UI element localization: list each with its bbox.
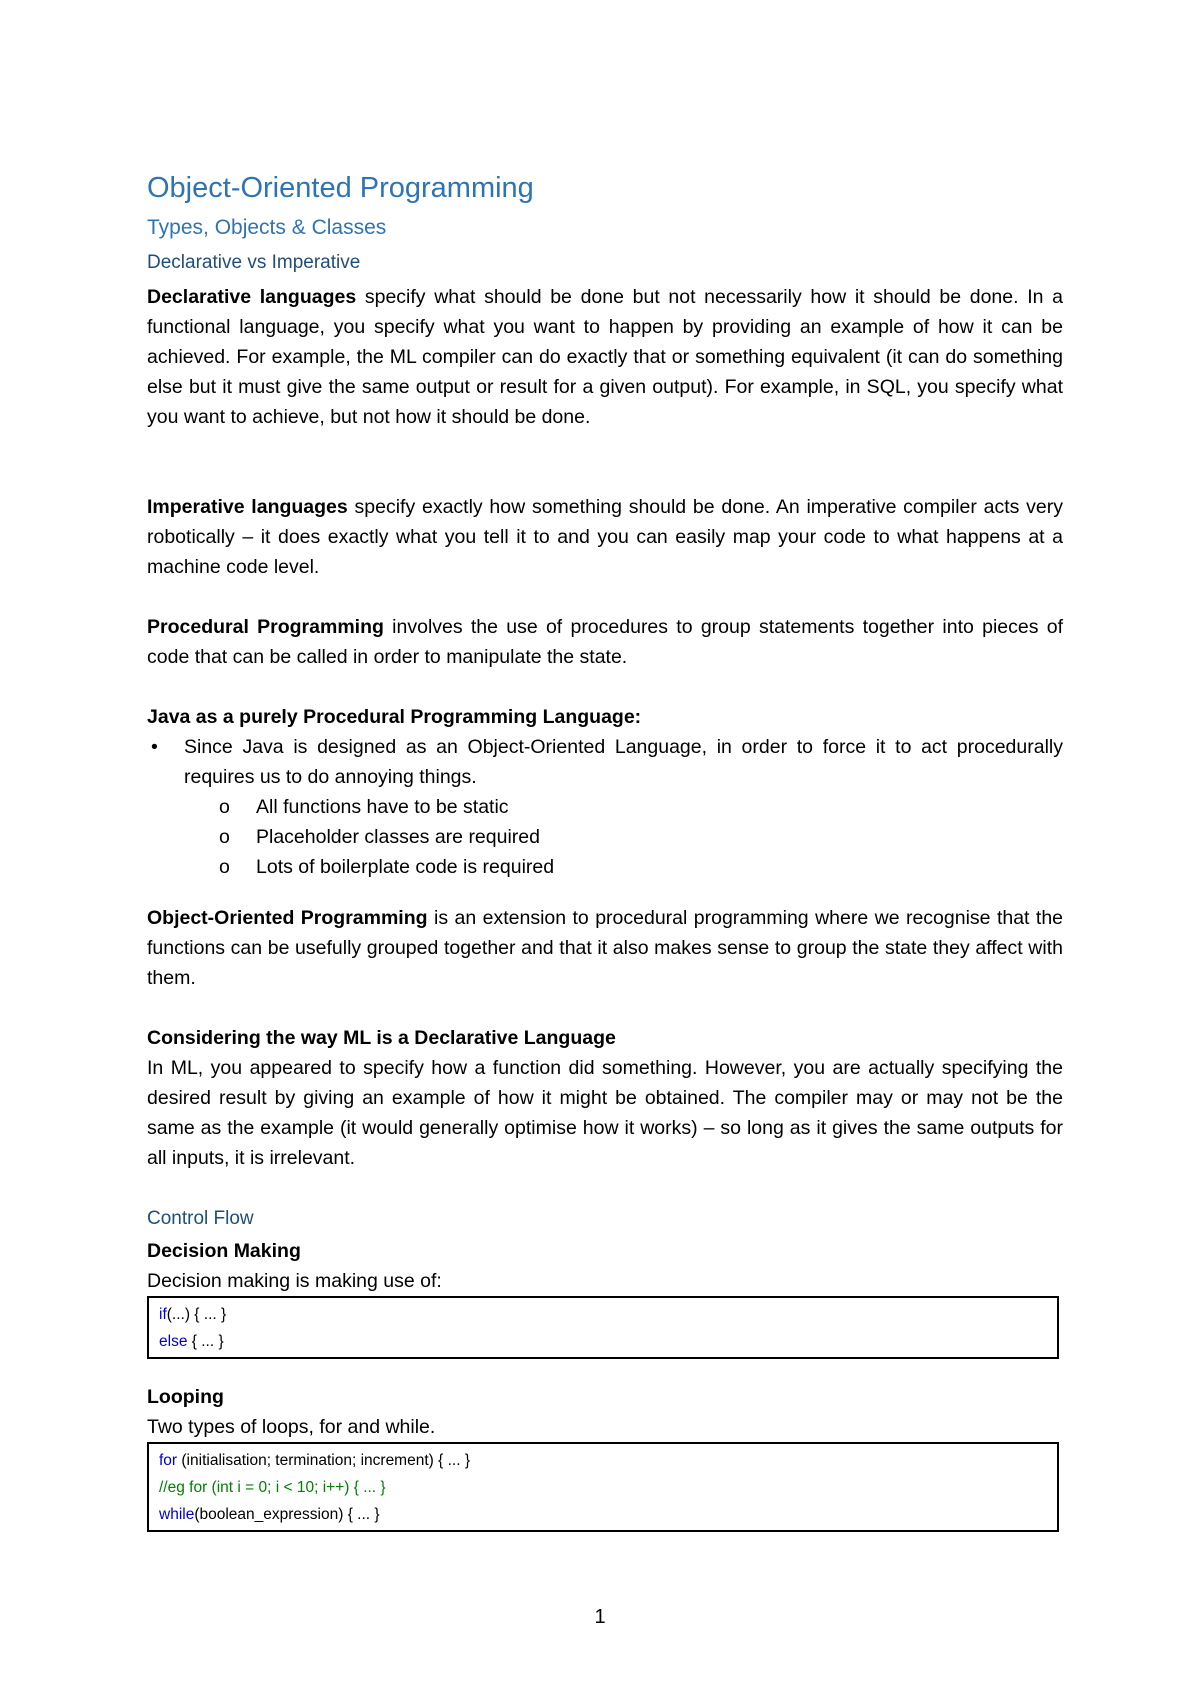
bullet-icon: • <box>151 736 158 758</box>
paragraph-imperative-text: specify exactly how something should be done. An imperative compiler acts very robotically – it does exactly what you tell it to and you can easily map your code to what happens at a machine code level. <box>147 496 1063 578</box>
code-line <box>159 1474 1047 1501</box>
code-keyword: else <box>159 1333 188 1350</box>
page-title: Object-Oriented Programming <box>147 172 534 204</box>
term-oop: Object-Oriented Programming <box>147 907 428 929</box>
code-block-loops <box>147 1442 1059 1532</box>
code-line <box>159 1301 1047 1328</box>
paragraph-oop-text: is an extension to procedural programming where we recognise that the functions can be usefully grouped together and that it also makes sense to group the state they affect with them. <box>147 907 1064 989</box>
paragraph-procedural-text: involves the use of procedures to group statements together into pieces of code that can be called in order to manipulate the state. <box>147 616 1063 668</box>
decision-heading: Decision Making <box>147 1240 301 1262</box>
decision-text: Decision making is making use of: <box>147 1270 442 1292</box>
sub-bullet-item <box>147 792 1063 822</box>
code-keyword: for <box>159 1452 178 1469</box>
bullet-item <box>147 732 1063 792</box>
page-number: 1 <box>594 1606 606 1628</box>
code-line <box>159 1328 1047 1355</box>
code-text: { ... } <box>187 1333 224 1350</box>
java-heading: Java as a purely Procedural Programming Language: <box>147 706 642 728</box>
code-line <box>159 1501 1047 1528</box>
code-keyword: while <box>159 1506 195 1523</box>
term-declarative: Declarative languages <box>147 286 357 308</box>
decision-section <box>147 1236 1063 1296</box>
paragraph-declarative <box>147 282 1063 432</box>
paragraph-oop <box>147 903 1063 993</box>
code-text: (...) { ... } <box>166 1306 227 1323</box>
subsection-heading-control-flow: Control Flow <box>147 1208 254 1229</box>
paragraph-procedural <box>147 612 1063 672</box>
code-comment: //eg for (int i = 0; i < 10; i++) { ... } <box>159 1479 386 1496</box>
sub-bullet-text: Lots of boilerplate code is required <box>256 856 555 878</box>
looping-heading: Looping <box>147 1386 224 1408</box>
paragraph-declarative-text: specify what should be done but not necessarily how it should be done. In a functional language, you specify what you want to happen by providing an example of how it can be achieved. For example, the ML compiler can do exactly that or something equivalent (it can do something else but it must give the same output or result for a given output). For example, in SQL, you specify what you want to achieve, but not how it should be done. <box>147 286 1063 428</box>
sub-bullet-item <box>147 852 1063 882</box>
section-heading-types: Types, Objects & Classes <box>147 216 387 239</box>
sub-bullet-text: All functions have to be static <box>256 796 509 818</box>
paragraph-imperative <box>147 492 1063 582</box>
code-keyword: if <box>159 1306 167 1323</box>
bullet-text: Since Java is designed as an Object-Oriented Language, in order to force it to act procedurally requires us to do annoying things. <box>184 736 1063 788</box>
term-procedural: Procedural Programming <box>147 616 384 638</box>
sub-bullet-text: Placeholder classes are required <box>256 826 540 848</box>
ml-paragraph: In ML, you appeared to specify how a function did something. However, you are actually specifying the desired result by giving an example of how it might be obtained. The compiler may or may not be the same as the example (it would generally optimise how it works) – so long as it gives the same outputs for all inputs, it is irrelevant. <box>147 1057 1063 1169</box>
ml-section <box>147 1023 1063 1173</box>
looping-section <box>147 1382 1063 1442</box>
circle-bullet-icon: o <box>219 856 230 878</box>
code-text: (boolean_expression) { ... } <box>194 1506 380 1523</box>
subsection-heading-declarative: Declarative vs Imperative <box>147 252 361 273</box>
sub-bullet-item <box>147 822 1063 852</box>
looping-text: Two types of loops, for and while. <box>147 1416 436 1438</box>
circle-bullet-icon: o <box>219 796 230 818</box>
code-block-decision <box>147 1296 1059 1359</box>
code-line <box>159 1447 1047 1474</box>
circle-bullet-icon: o <box>219 826 230 848</box>
term-imperative: Imperative languages <box>147 496 348 518</box>
code-text: (initialisation; termination; increment) { ... } <box>177 1452 470 1469</box>
java-section <box>147 702 1063 882</box>
ml-heading: Considering the way ML is a Declarative Language <box>147 1027 616 1049</box>
